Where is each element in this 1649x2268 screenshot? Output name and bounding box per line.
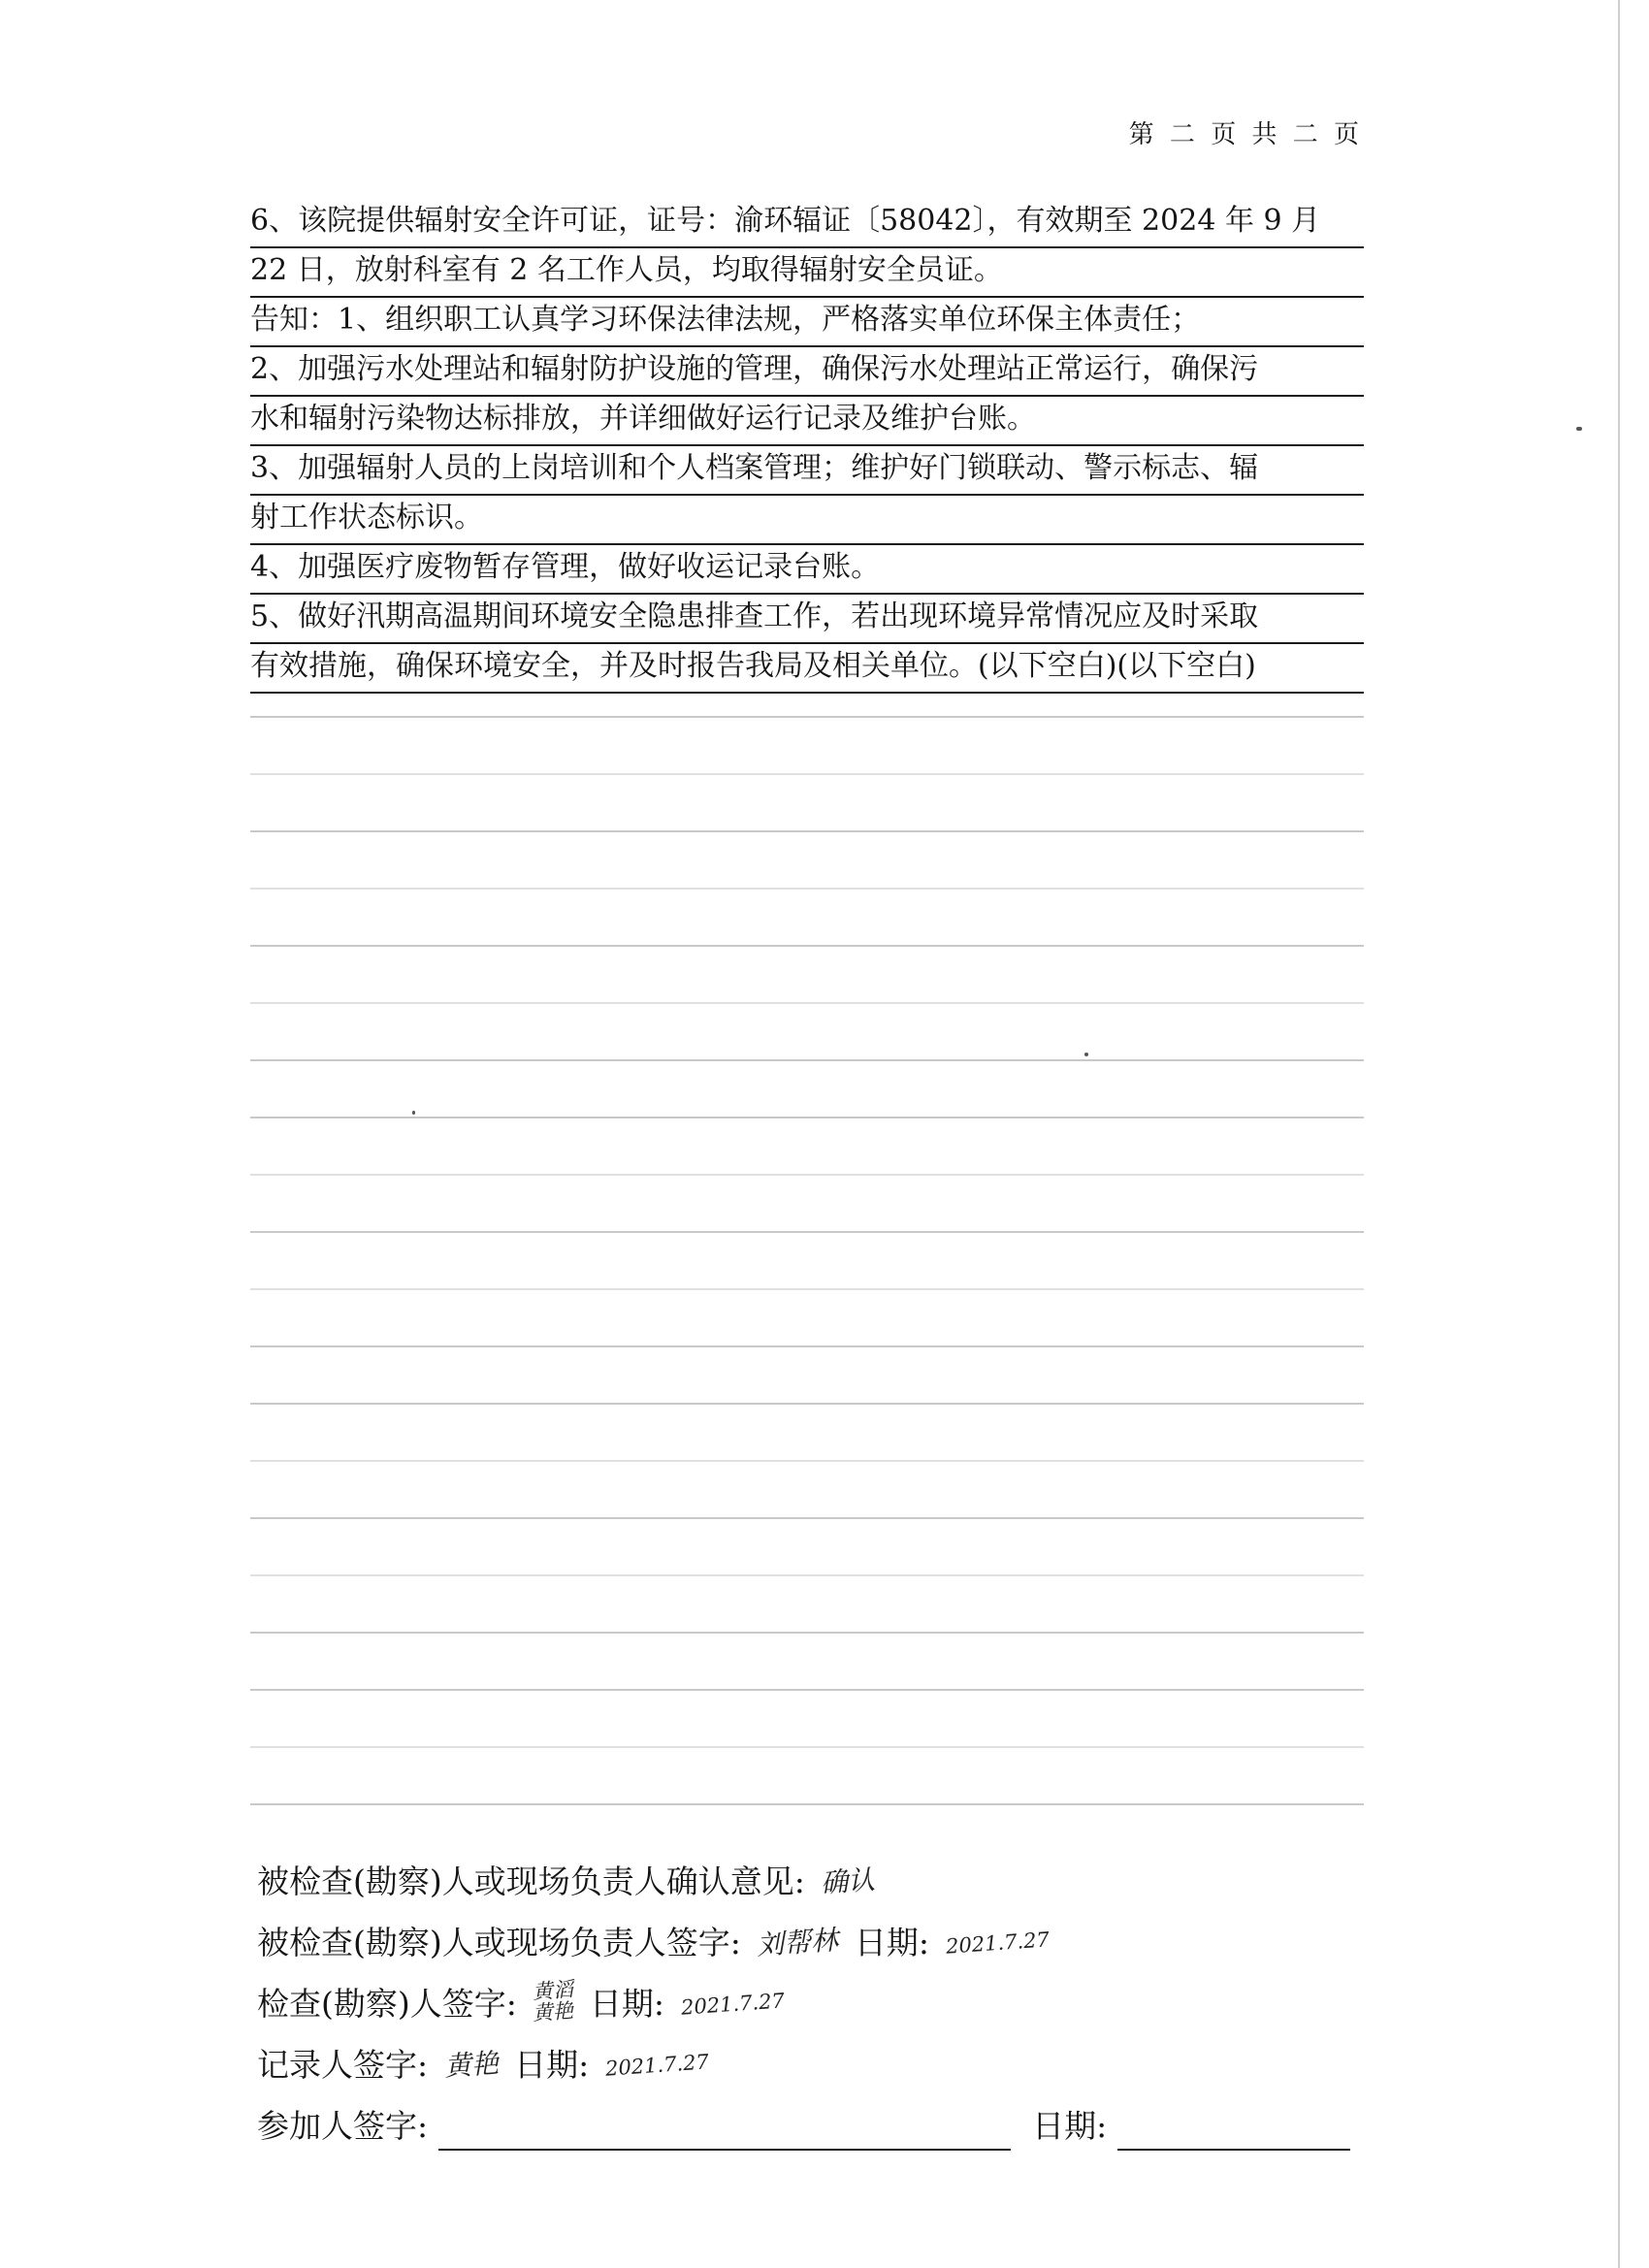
participant-date-blank <box>1117 2110 1350 2151</box>
recorder-date: 2021.7.27 <box>604 2050 710 2081</box>
responsible-label: 被检查(勘察)人或现场负责人签字: <box>257 1924 741 1961</box>
scan-speck <box>1084 1053 1088 1056</box>
responsible-date: 2021.7.27 <box>944 1928 1051 1959</box>
text-line: 3、加强辐射人员的上岗培训和个人档案管理；维护好门锁联动、警示标志、辐 <box>250 446 1364 496</box>
text-line: 22 日，放射科室有 2 名工作人员，均取得辐射安全员证。 <box>250 248 1364 298</box>
scan-speck <box>1576 427 1582 431</box>
text-line: 4、加强医疗废物暂存管理，做好收运记录台账。 <box>250 545 1364 595</box>
text-line: 水和辐射污染物达标排放，并详细做好运行记录及维护台账。 <box>250 397 1364 446</box>
inspector-label: 检查(勘察)人签字: <box>257 1985 517 2023</box>
recorder-label: 记录人签字: <box>257 2046 429 2084</box>
inspector-signature-2: 黄艳 <box>532 1998 575 2025</box>
inspector-row <box>257 1977 1373 2028</box>
inspector-date: 2021.7.27 <box>679 1989 786 2020</box>
recorder-row <box>257 2041 1373 2090</box>
participant-row <box>257 2102 1373 2151</box>
page-number: 第 二 页 共 二 页 <box>1128 120 1363 149</box>
participant-blank <box>438 2110 1011 2151</box>
text-line: 射工作状态标识。 <box>250 496 1364 545</box>
inspector-signature-1: 黄滔 <box>532 1977 575 2004</box>
date-label: 日期: <box>1032 2107 1108 2145</box>
scan-edge <box>1618 0 1620 2268</box>
confirm-handwriting: 确认 <box>820 1863 877 1899</box>
text-line: 2、加强污水处理站和辐射防护设施的管理，确保污水处理站正常运行，确保污 <box>250 347 1364 397</box>
text-line: 告知：1、组织职工认真学习环保法律法规，严格落实单位环保主体责任； <box>250 298 1364 347</box>
confirm-row <box>257 1858 1373 1906</box>
inspector-signatures <box>532 1977 575 2025</box>
confirm-label: 被检查(勘察)人或现场负责人确认意见: <box>257 1863 805 1900</box>
notice-body <box>250 199 1364 694</box>
text-line: 5、做好汛期高温期间环境安全隐患排查工作，若出现环境异常情况应及时采取 <box>250 595 1364 644</box>
responsible-row <box>257 1919 1373 1967</box>
scan-speck <box>412 1111 415 1115</box>
date-label: 日期: <box>514 2046 590 2084</box>
participant-label: 参加人签字: <box>257 2107 429 2145</box>
date-label: 日期: <box>854 1924 930 1961</box>
date-label: 日期: <box>589 1985 664 2023</box>
signature-block <box>257 1858 1373 2163</box>
text-line: 6、该院提供辐射安全许可证，证号：渝环辐证〔58042〕，有效期至 2024 年 9 月 <box>250 199 1364 248</box>
responsible-signature: 刘帮林 <box>756 1924 840 1961</box>
text-line: 有效措施，确保环境安全，并及时报告我局及相关单位。(以下空白)(以下空白) <box>250 644 1364 694</box>
bleed-through-lines <box>250 669 1364 1824</box>
recorder-signature: 黄艳 <box>442 2047 500 2083</box>
